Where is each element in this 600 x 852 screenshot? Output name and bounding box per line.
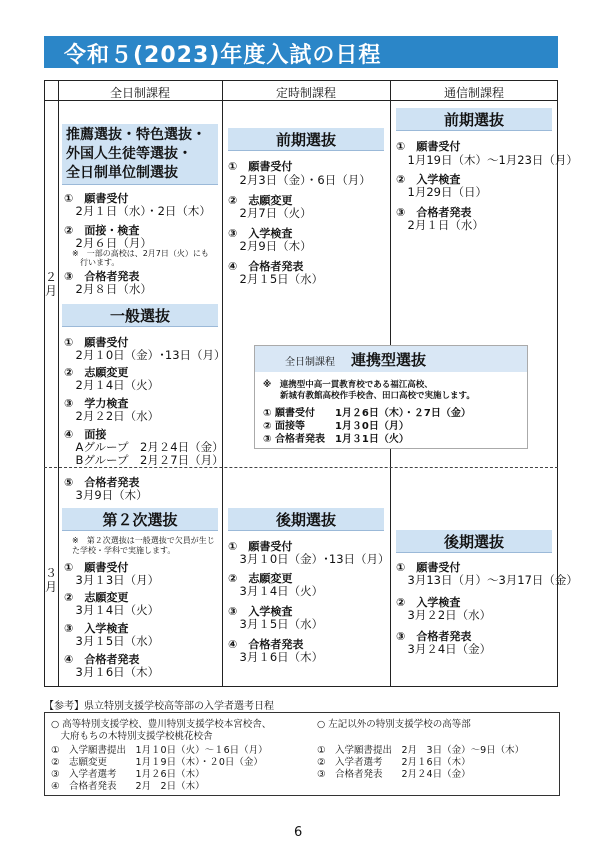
reference-right-line: ○ 左記以外の特別支援学校の高等部 [317, 719, 471, 730]
daini-title: 第２次選抜 [102, 511, 178, 529]
schedule-item: ③ 入学検査 [228, 605, 293, 618]
renkei-box [254, 345, 528, 449]
schedule-date: 2月１日（水） [396, 218, 484, 232]
schedule-date: 2月１0日（金）･13日（月） [64, 348, 226, 362]
schedule-date: 3月１5日（水） [64, 634, 160, 648]
suisen-title-line: 全日制単位制選抜 [66, 165, 178, 181]
suisen-title-line: 外国人生徒等選抜・ [66, 146, 192, 162]
schedule-item: ② 入学検査 [396, 596, 461, 609]
schedule-date: 2月１日（水）・2日（木） [64, 204, 211, 218]
reference-box [44, 712, 560, 796]
renkei-item: ③ 合格者発表 1月３1日（火） [263, 434, 409, 445]
table-top-border [44, 80, 558, 81]
schedule-note: た学校・学科で実施します。 [72, 546, 176, 555]
schedule-item: ① 願書受付 [228, 160, 293, 173]
reference-left-line: ④ 合格者発表 2月 2日（木） [51, 781, 205, 792]
page-title: 令和５(2023)年度入試の日程 [64, 43, 382, 68]
column-header-tsushin: 通信制課程 [443, 86, 504, 100]
schedule-item: ② 志願変更 [64, 366, 129, 379]
renkei-item: ② 面接等 1月３0日（月） [263, 421, 409, 432]
table-bottom-border [44, 686, 558, 687]
schedule-item: ④ 面接 [64, 428, 107, 441]
schedule-date: 3月２4日（金） [396, 642, 492, 656]
schedule-note: ※ 一部の高校は、2月7日（火）にも [64, 249, 209, 258]
schedule-date: 3月１6日（木） [228, 650, 324, 664]
column-header-teiji: 定時制課程 [275, 86, 336, 100]
schedule-date: 2月3日（金）・6日（月） [228, 173, 371, 187]
schedule-item: ③ 入学検査 [64, 622, 129, 635]
reference-left-line: ○ 高等特別支援学校、豊川特別支援学校本宮校舎、 [51, 719, 272, 730]
schedule-note: 行います。 [64, 258, 120, 267]
schedule-item: ① 願書受付 [396, 561, 461, 574]
tsushin-zenki-title: 前期選抜 [443, 111, 504, 129]
suisen-title-line: 推薦選抜・特色選抜・ [66, 127, 206, 143]
table-right-border [557, 80, 558, 687]
schedule-item: ③ 合格者発表 [64, 270, 140, 283]
schedule-date: 3月１4日（火） [64, 603, 160, 617]
schedule-item: ① 願書受付 [64, 192, 129, 205]
title-bar [44, 36, 558, 68]
schedule-item: ④ 合格者発表 [64, 653, 140, 666]
reference-left-line: 大府もちの木特別支援学校桃花校舎 [51, 731, 213, 742]
schedule-date: 3月２2日（水） [396, 608, 492, 622]
teiji-koki-title: 後期選抜 [275, 511, 336, 529]
schedule-date: 2月１5日（水） [228, 272, 324, 286]
schedule-item: ③ 合格者発表 [396, 630, 472, 643]
schedule-item: ② 面接・検査 [64, 224, 140, 237]
schedule-date: 2月６日（月） [64, 236, 152, 250]
schedule-date: 2月9日（木） [228, 239, 312, 253]
renkei-title: 連携型選抜 [351, 351, 427, 369]
schedule-date: 1月29日（日） [396, 185, 487, 199]
schedule-item: ② 志願変更 [228, 194, 293, 207]
schedule-date: 3月13日（月）～3月17日（金） [396, 573, 578, 587]
schedule-item: ① 願書受付 [228, 540, 293, 553]
schedule-date: 3月１5日（水） [228, 617, 324, 631]
schedule-item: ④ 合格者発表 [228, 260, 304, 273]
schedule-item: ② 志願変更 [64, 591, 129, 604]
ippan-title: 一般選抜 [109, 307, 170, 325]
page-number: 6 [294, 825, 303, 840]
schedule-item: ⑤ 合格者発表 [64, 476, 140, 489]
reference-right-line: ③ 合格者発表 2月２4日（金） [317, 769, 471, 780]
suisen-title [66, 126, 206, 183]
schedule-date: 2月２2日（水） [64, 409, 160, 423]
reference-right-line: ① 入学願書提出 2月 3日（金）～9日（木） [317, 745, 525, 756]
schedule-date: Aグループ 2月２4日（金） [64, 440, 224, 454]
renkei-note: ※ 連携型中高一貫教育校である福江高校、 [263, 380, 433, 390]
schedule-item: ② 入学検査 [396, 173, 461, 186]
schedule-date: 3月１3日（月） [64, 573, 160, 587]
reference-right-line: ② 入学者選考 2月１6日（木） [317, 757, 471, 768]
table-left-border [44, 80, 45, 687]
schedule-date: 2月８日（水） [64, 282, 152, 296]
schedule-item: ④ 合格者発表 [228, 638, 304, 651]
schedule-item: ③ 入学検査 [228, 227, 293, 240]
tsushin-koki-title: 後期選抜 [443, 533, 504, 551]
reference-left-line: ③ 入学者選考 1月２6日（木） [51, 769, 205, 780]
schedule-date: 2月7日（火） [228, 206, 312, 220]
renkei-prefix: 全日制課程 [285, 357, 335, 368]
schedule-date: Bグループ 2月２7日（月） [64, 453, 224, 467]
schedule-item: ① 願書受付 [396, 140, 461, 153]
schedule-note: ※ 第２次選抜は一般選抜で欠員が生じ [72, 536, 215, 545]
schedule-date: 1月19日（木）～1月23日（月） [396, 153, 578, 167]
schedule-item: ① 願書受付 [64, 336, 129, 349]
schedule-item: ① 願書受付 [64, 561, 129, 574]
teiji-zenki-title: 前期選抜 [275, 131, 336, 149]
schedule-item: ③ 学力検査 [64, 397, 129, 410]
schedule-item: ② 志願変更 [228, 572, 293, 585]
column-divider-1 [222, 80, 223, 687]
schedule-date: 3月１4日（火） [228, 584, 324, 598]
schedule-date: 3月１6日（木） [64, 665, 160, 679]
month-column-divider [58, 80, 59, 687]
reference-left-line: ② 志願変更 1月１9日（木）・２0日（金） [51, 757, 263, 768]
schedule-item: ③ 合格者発表 [396, 206, 472, 219]
month-label-mar: ３月 [44, 566, 57, 594]
renkei-item: ① 願書受付 1月２6日（木）・２7日（金） [263, 408, 471, 419]
schedule-date: 3月9日（木） [64, 488, 148, 502]
reference-heading: 【参考】県立特別支援学校高等部の入学者選考日程 [44, 701, 274, 712]
renkei-note: 新城有教館高校作手校舎、田口高校で実施します。 [263, 391, 475, 401]
reference-left-line: ① 入学願書提出 1月１0日（火）～１6日（月） [51, 745, 268, 756]
schedule-date: 2月１4日（火） [64, 378, 160, 392]
schedule-date: 3月１0日（金）･13日（月） [228, 552, 390, 566]
month-label-feb: ２月 [44, 270, 57, 298]
column-header-zennichi: 全日制課程 [109, 86, 170, 100]
